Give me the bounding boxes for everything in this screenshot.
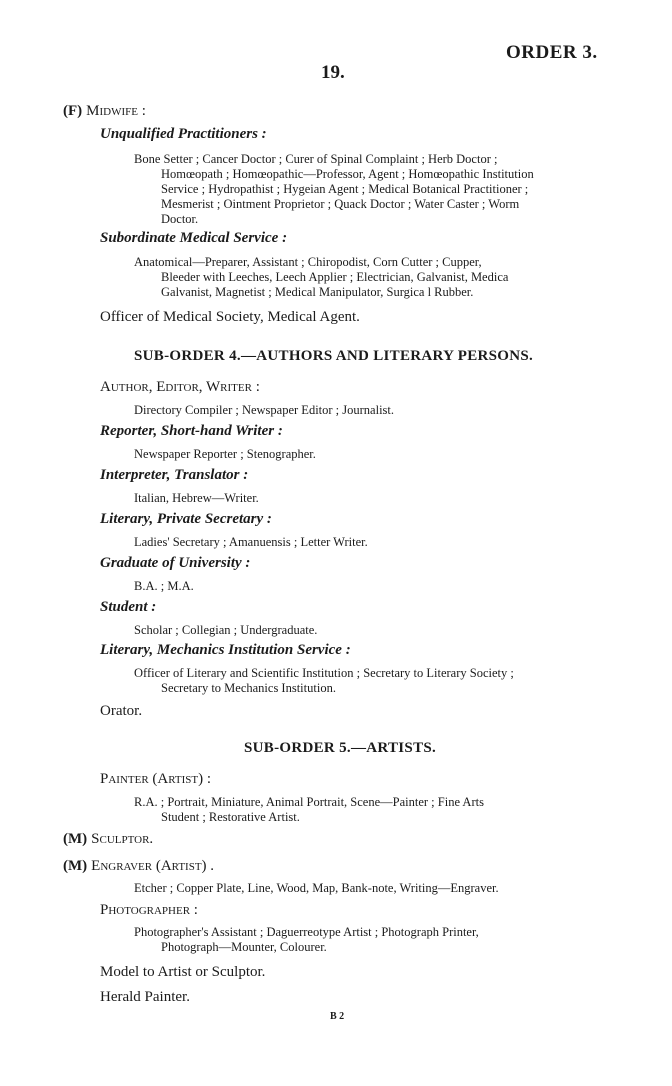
student-line: Scholar ; Collegian ; Undergraduate. bbox=[134, 623, 318, 637]
sculptor-heading bbox=[63, 830, 153, 848]
author-line: Directory Compiler ; Newspaper Editor ; Journalist. bbox=[134, 403, 395, 417]
graduate-heading: Graduate of University : bbox=[100, 555, 251, 571]
midwife-title: Midwife : bbox=[86, 103, 146, 119]
unqualified-line-2: Homœopath ; Homœopathic—Professor, Agent ; Homœopathic Institution bbox=[161, 167, 534, 181]
interpreter-heading: Interpreter, Translator : bbox=[100, 467, 249, 483]
engraver-title: Engraver (Artist) . bbox=[91, 858, 215, 874]
sculptor-marker: (M) bbox=[63, 831, 88, 847]
midwife-heading bbox=[63, 102, 146, 120]
mechanics-line-2: Secretary to Mechanics Institution. bbox=[161, 681, 336, 695]
mechanics-heading: Literary, Mechanics Institution Service : bbox=[100, 642, 351, 658]
engraver-line: Etcher ; Copper Plate, Line, Wood, Map, Bank-note, Writing—Engraver. bbox=[134, 881, 499, 895]
mechanics-line-1: Officer of Literary and Scientific Institution ; Secretary to Literary Society ; bbox=[134, 666, 514, 680]
subordinate-line-2: Bleeder with Leeches, Leech Applier ; Electrician, Galvanist, Medica bbox=[161, 270, 509, 284]
unqualified-heading: Unqualified Practitioners : bbox=[100, 126, 267, 142]
painter-line-2: Student ; Restorative Artist. bbox=[161, 810, 300, 824]
secretary-heading: Literary, Private Secretary : bbox=[100, 511, 272, 527]
suborder-5-title: SUB-ORDER 5.—ARTISTS. bbox=[244, 740, 437, 756]
subordinate-line-1: Anatomical—Preparer, Assistant ; Chiropodist, Corn Cutter ; Cupper, bbox=[134, 255, 482, 269]
engraver-marker: (M) bbox=[63, 858, 88, 874]
subordinate-line-3: Galvanist, Magnetist ; Medical Manipulator, Surgica l Rubber. bbox=[161, 285, 474, 299]
unqualified-line-5: Doctor. bbox=[161, 212, 199, 226]
subordinate-heading: Subordinate Medical Service : bbox=[100, 230, 288, 246]
graduate-line: B.A. ; M.A. bbox=[134, 579, 194, 593]
suborder-4-title: SUB-ORDER 4.—AUTHORS AND LITERARY PERSONS. bbox=[134, 348, 534, 364]
model-line: Model to Artist or Sculptor. bbox=[100, 964, 266, 980]
orator-line: Orator. bbox=[100, 703, 143, 719]
midwife-marker: (F) bbox=[63, 103, 83, 119]
photographer-line-1: Photographer's Assistant ; Daguerreotype Artist ; Photograph Printer, bbox=[134, 925, 479, 939]
reporter-line: Newspaper Reporter ; Stenographer. bbox=[134, 447, 316, 461]
student-heading: Student : bbox=[100, 599, 157, 615]
sculptor-title: Sculptor. bbox=[91, 831, 154, 847]
photographer-line-2: Photograph—Mounter, Colourer. bbox=[161, 940, 327, 954]
reporter-heading: Reporter, Short-hand Writer : bbox=[100, 423, 283, 439]
interpreter-line: Italian, Hebrew—Writer. bbox=[134, 491, 259, 505]
unqualified-line-3: Service ; Hydropathist ; Hygeian Agent ; Medical Botanical Practitioner ; bbox=[161, 182, 529, 196]
herald-line: Herald Painter. bbox=[100, 989, 190, 1005]
engraver-heading bbox=[63, 857, 214, 875]
painter-heading: Painter (Artist) : bbox=[100, 771, 212, 787]
unqualified-line-1: Bone Setter ; Cancer Doctor ; Curer of Spinal Complaint ; Herb Doctor ; bbox=[134, 152, 498, 166]
author-heading: Author, Editor, Writer : bbox=[100, 379, 260, 395]
order-title: ORDER 3. bbox=[506, 42, 598, 63]
secretary-line: Ladies' Secretary ; Amanuensis ; Letter Writer. bbox=[134, 535, 368, 549]
unqualified-line-4: Mesmerist ; Ointment Proprietor ; Quack Doctor ; Water Caster ; Worm bbox=[161, 197, 520, 211]
photographer-heading: Photographer : bbox=[100, 902, 198, 918]
painter-line-1: R.A. ; Portrait, Miniature, Animal Portrait, Scene—Painter ; Fine Arts bbox=[134, 795, 484, 809]
officer-line: Officer of Medical Society, Medical Agent. bbox=[100, 309, 360, 325]
signature-mark: B 2 bbox=[330, 1011, 345, 1022]
page-number: 19. bbox=[321, 62, 345, 83]
